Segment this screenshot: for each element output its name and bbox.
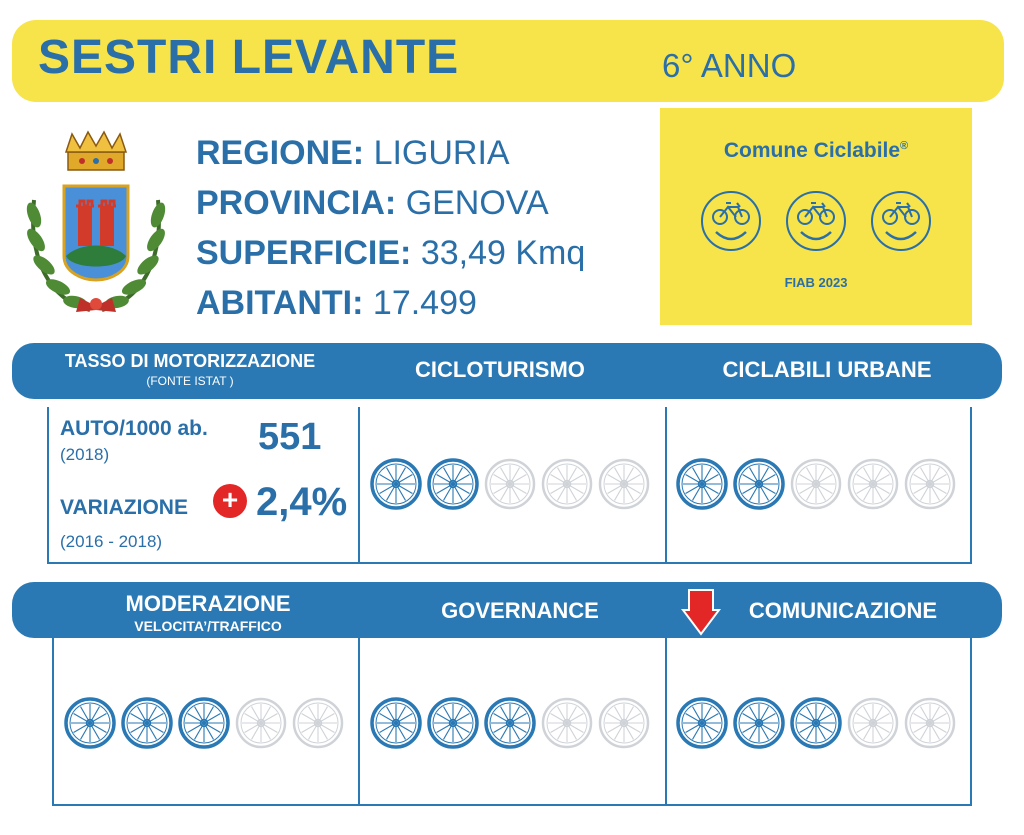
auto-year: (2018) bbox=[60, 445, 110, 464]
auto-value: 551 bbox=[258, 416, 322, 458]
wheel-icon-filled bbox=[733, 697, 785, 749]
comunicazione-title: COMUNICAZIONE bbox=[748, 598, 938, 623]
region-value: LIGURIA bbox=[373, 134, 510, 172]
comune-ciclabile-badge bbox=[660, 108, 972, 325]
smiling-bike-icon bbox=[700, 190, 762, 254]
wheel-icon-filled bbox=[64, 697, 116, 749]
province-line bbox=[196, 184, 549, 223]
ciclabili-urbane-rating bbox=[676, 458, 956, 510]
wheel-icon-empty bbox=[904, 697, 956, 749]
wheel-icon-filled bbox=[427, 697, 479, 749]
region-label: REGIONE: bbox=[196, 134, 365, 172]
wheel-icon-filled bbox=[733, 458, 785, 510]
badge-rating bbox=[700, 190, 932, 254]
wheel-icon-empty bbox=[598, 458, 650, 510]
moderazione-title: MODERAZIONE bbox=[125, 591, 291, 616]
city-name: SESTRI LEVANTE bbox=[38, 31, 460, 84]
wheel-icon-filled bbox=[676, 697, 728, 749]
wheel-icon-empty bbox=[904, 458, 956, 510]
governance-rating bbox=[370, 697, 650, 749]
year-label: 6° ANNO bbox=[662, 47, 797, 84]
smiling-bike-icon bbox=[785, 190, 847, 254]
wheel-icon-empty bbox=[598, 697, 650, 749]
wheel-icon-empty bbox=[847, 697, 899, 749]
wheel-icon-filled bbox=[370, 458, 422, 510]
registered-mark: ® bbox=[900, 140, 909, 152]
down-arrow-icon bbox=[681, 588, 721, 641]
badge-footer: FIAB 2023 bbox=[784, 275, 848, 290]
cicloturismo-title: CICLOTURISMO bbox=[415, 357, 585, 382]
variation-value: 2,4% bbox=[256, 480, 348, 524]
smiling-bike-icon bbox=[870, 190, 932, 254]
motorization-title: TASSO DI MOTORIZZAZIONE bbox=[64, 351, 316, 371]
wheel-icon-empty bbox=[541, 697, 593, 749]
ciclabili-urbane-title: CICLABILI URBANE bbox=[722, 357, 932, 382]
governance-title: GOVERNANCE bbox=[441, 598, 599, 623]
wheel-icon-empty bbox=[790, 458, 842, 510]
motorization-source: (FONTE ISTAT ) bbox=[146, 374, 234, 388]
province-value: GENOVA bbox=[405, 184, 549, 222]
auto-label: AUTO/1000 ab. bbox=[60, 417, 208, 440]
wheel-icon-empty bbox=[235, 697, 287, 749]
wheel-icon-filled bbox=[790, 697, 842, 749]
area-line bbox=[196, 234, 585, 273]
moderazione-rating bbox=[64, 697, 344, 749]
wheel-icon-empty bbox=[847, 458, 899, 510]
badge-title: Comune Ciclabile® bbox=[723, 139, 909, 162]
plus-icon: + bbox=[213, 484, 247, 518]
variation-label: VARIAZIONE bbox=[60, 496, 188, 519]
area-value: 33,49 Kmq bbox=[420, 234, 586, 272]
wheel-icon-empty bbox=[541, 458, 593, 510]
population-label: ABITANTI: bbox=[196, 284, 364, 322]
population-value: 17.499 bbox=[372, 284, 477, 322]
cicloturismo-rating bbox=[370, 458, 650, 510]
region-line bbox=[196, 134, 510, 173]
coat-of-arms-icon bbox=[20, 130, 172, 325]
wheel-icon-empty bbox=[292, 697, 344, 749]
wheel-icon-filled bbox=[121, 697, 173, 749]
wheel-icon-filled bbox=[178, 697, 230, 749]
wheel-icon-filled bbox=[427, 458, 479, 510]
wheel-icon-filled bbox=[484, 697, 536, 749]
moderazione-sub: VELOCITA’/TRAFFICO bbox=[134, 618, 282, 634]
wheel-icon-filled bbox=[676, 458, 728, 510]
wheel-icon-filled bbox=[370, 697, 422, 749]
area-label: SUPERFICIE: bbox=[196, 234, 412, 272]
wheel-icon-empty bbox=[484, 458, 536, 510]
population-line bbox=[196, 284, 477, 323]
province-label: PROVINCIA: bbox=[196, 184, 397, 222]
comunicazione-rating bbox=[676, 697, 956, 749]
variation-period: (2016 - 2018) bbox=[60, 532, 163, 551]
